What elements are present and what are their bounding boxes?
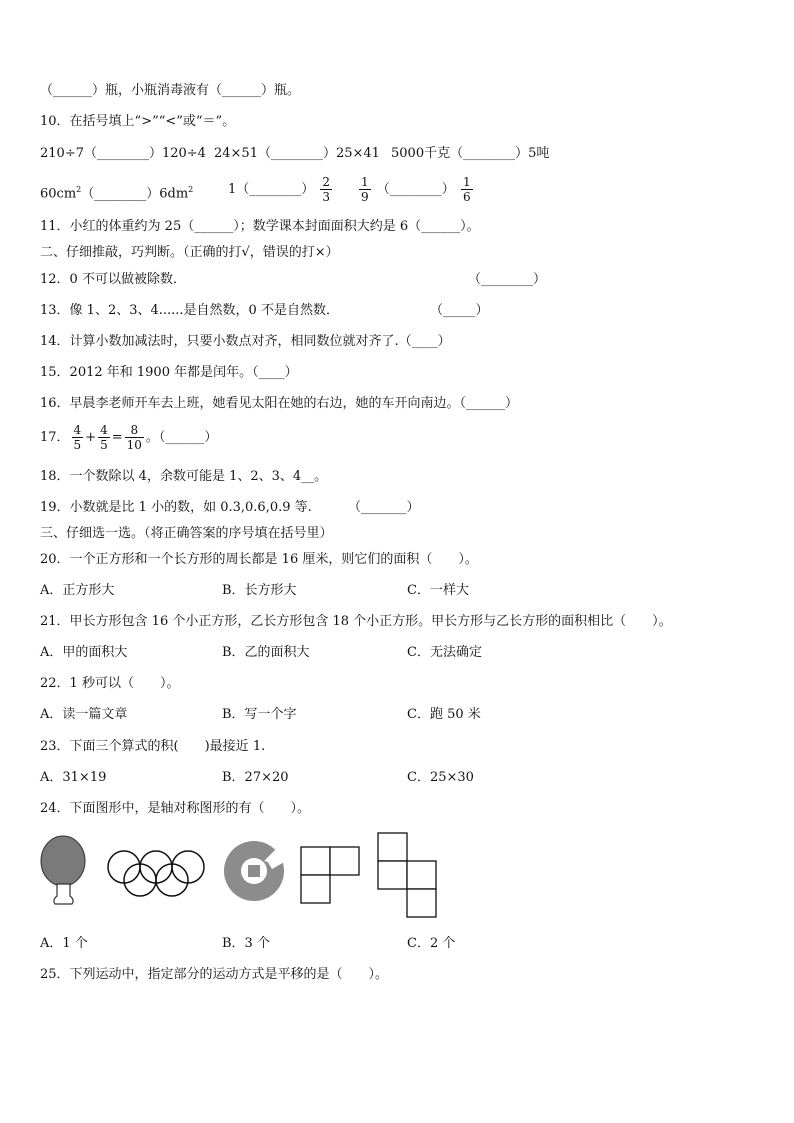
q21-option-b: B．乙的面积大 [222, 645, 310, 660]
q10-item-4-sup: 2 [76, 185, 82, 194]
fraction-4-5-b: $\frac{4}{5}$ [100, 423, 108, 452]
q12: 12．0 不可以做被除数． [40, 272, 186, 287]
q17 [40, 420, 217, 456]
q10-item-1: 210÷7（________）120÷4 [40, 146, 206, 161]
ping-pong-paddle-figure [38, 834, 90, 908]
q12-blank: （________） [468, 272, 547, 287]
q24-option-a: A．1 个 [40, 936, 88, 951]
q10-title: 10．在括号填上“>”“<”或“＝”。 [40, 114, 236, 129]
q10-item-2: 24×51（________）25×41 [214, 146, 380, 161]
q24-option-c: C．2 个 [407, 936, 456, 951]
q10-item-4 [40, 182, 193, 202]
q22: 22．1 秒可以（ ）。 [40, 676, 180, 691]
q21-option-c: C．无法确定 [407, 645, 482, 660]
q15: 15．2012 年和 1900 年都是闰年。（____） [40, 365, 298, 380]
q10-item-6 [357, 172, 475, 208]
q18: 18．一个数除以 4，余数可能是 1、2、3、4__。 [40, 469, 328, 484]
q14: 14．计算小数加减法时，只要小数点对齐，相同数位就对齐了.（____） [40, 334, 451, 349]
q20-option-a: A．正方形大 [40, 583, 115, 598]
q19: 19．小数就是比 1 小的数，如 0.3,0.6,0.9 等. [40, 500, 312, 515]
q19-blank: （_______） [348, 500, 420, 515]
q10-item-4-b: （________）6dm [81, 186, 189, 202]
q24-option-b: B．3 个 [222, 936, 270, 951]
q23-option-a: A．31×19 [40, 770, 107, 785]
q16: 16．早晨李老师开车去上班，她看见太阳在她的右边，她的车开向南边。（______） [40, 396, 519, 411]
fraction-1-6: $\frac{1}{6}$ [462, 175, 471, 204]
plus-sign: + [85, 430, 97, 445]
equals-sign: = [111, 430, 123, 445]
q10-item-3: 5000千克（________）5吨 [391, 146, 550, 161]
section-3-heading: 三、仔细选一选。（将正确答案的序号填在括号里） [40, 526, 333, 541]
q25: 25．下列运动中，指定部分的运动方式是平移的是（ ）。 [40, 967, 389, 982]
q10-item-5 [228, 172, 334, 208]
section-2-heading: 二、仔细推敲，巧判断。（正确的打√，错误的打×） [40, 245, 339, 260]
q10-item-5-pre: 1（________） [228, 182, 315, 197]
q17-blank: 。（______） [145, 430, 218, 445]
q22-option-a: A．读一篇文章 [40, 707, 128, 722]
s-shape-squares-figure [377, 832, 439, 920]
olympic-rings-figure [104, 849, 208, 899]
q17-label: 17． [40, 430, 70, 445]
fraction-1-9: $\frac{1}{9}$ [361, 175, 369, 204]
bank-logo-figure [222, 839, 286, 903]
q13: 13．像 1、2、3、4......是自然数，0 不是自然数． [40, 303, 339, 318]
q11: 11．小红的体重约为 25（______）；数学课本封面面积大约是 6（______）。 [40, 219, 480, 234]
q22-option-b: B．写一个字 [222, 707, 297, 722]
q20-option-b: B．长方形大 [222, 583, 297, 598]
q23: 23．下面三个算式的积( )最接近 1. [40, 739, 266, 754]
fraction-8-10: $\frac{8}{10}$ [126, 423, 142, 452]
q24: 24．下面图形中，是轴对称图形的有（ ）。 [40, 801, 311, 816]
q23-option-b: B．27×20 [222, 770, 289, 785]
q21: 21．甲长方形包含 16 个小正方形，乙长方形包含 18 个小正方形。甲长方形与乙长方形的面积相比（ ）。 [40, 614, 672, 629]
q13-blank: （_____） [430, 303, 489, 318]
q21-option-a: A．甲的面积大 [40, 645, 128, 660]
q10-item-6-blank: （________） [376, 182, 455, 197]
fraction-4-5-a: $\frac{4}{5}$ [73, 423, 82, 452]
l-shape-squares-figure [300, 846, 362, 904]
q22-option-c: C．跑 50 米 [407, 707, 481, 722]
fraction-2-3: $\frac{2}{3}$ [322, 175, 331, 204]
q10-item-4-a: 60cm [40, 186, 77, 202]
continued-line: （______）瓶，小瓶消毒液有（______）瓶。 [40, 83, 301, 98]
q10-item-4-sup2: 2 [188, 185, 194, 194]
q20: 20．一个正方形和一个长方形的周长都是 16 厘米，则它们的面积（ ）。 [40, 552, 478, 567]
q23-option-c: C．25×30 [407, 770, 474, 785]
q20-option-c: C．一样大 [407, 583, 469, 598]
